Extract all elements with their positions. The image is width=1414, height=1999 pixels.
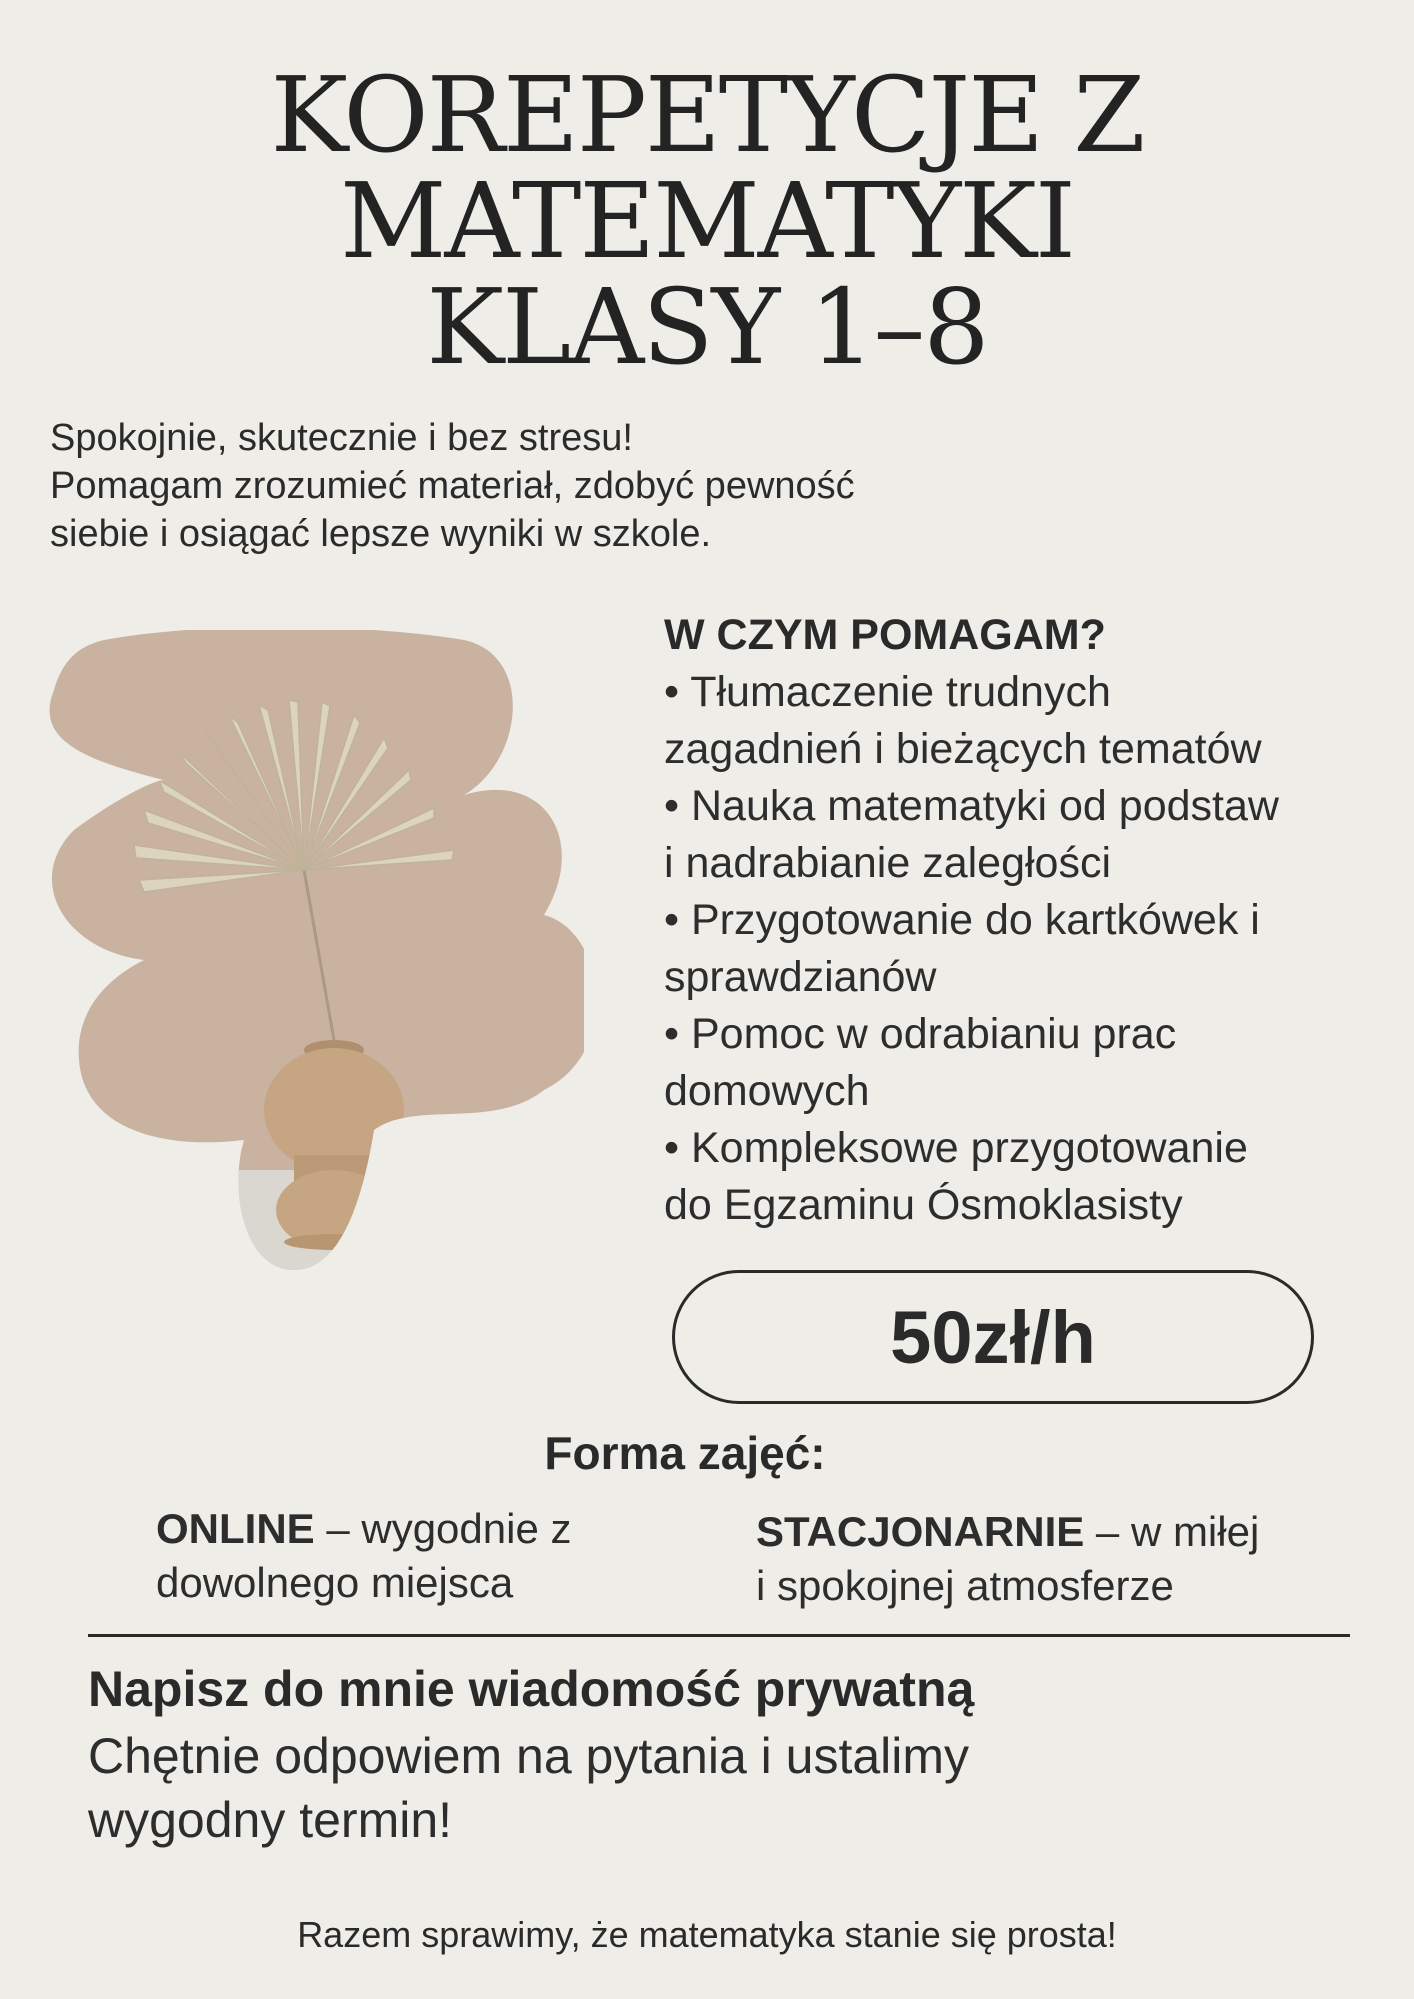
title-line-2: MATEMATYKI [340,160,1074,282]
contact-line-2: wygodny termin! [88,1792,453,1848]
palm-vase-illustration [44,630,584,1270]
mode-online-text-2: dowolnego miejsca [156,1559,514,1606]
help-item-homework [664,1006,1384,1120]
palm-vase-image [44,630,584,1270]
contact-heading: Napisz do mnie wiadomość prywatną [88,1661,975,1717]
help-item-line: • Nauka matematyki od podstaw [664,782,1279,830]
intro-line-1: Spokojnie, skutecznie i bez stresu! [50,417,633,459]
divider [88,1634,1350,1637]
help-item-line: • Pomoc w odrabianiu prac [664,1010,1177,1058]
help-item-line: zagadnień i bieżących tematów [664,725,1262,773]
help-item-basics [664,778,1384,892]
page-title [0,54,1414,388]
mode-online-text: – wygodnie z [314,1505,572,1552]
price-badge [672,1270,1314,1404]
intro-line-3: siebie i osiągać lepsze wyniki w szkole. [50,513,712,555]
help-item-tests [664,892,1384,1006]
help-item-line: • Tłumaczenie trudnych [664,668,1111,716]
mode-stacjonarnie-text-2: i spokojnej atmosferze [756,1562,1174,1609]
forma-heading: Forma zajęć: [544,1427,826,1479]
help-section [664,607,1384,1234]
help-item-explanation [664,664,1384,778]
footer-tagline: Razem sprawimy, że matematyka stanie się prosta! [297,1914,1117,1955]
help-item-line: do Egzaminu Ósmoklasisty [664,1181,1183,1229]
contact-line-1: Chętnie odpowiem na pytania i ustalimy [88,1728,970,1784]
help-item-exam [664,1120,1384,1234]
contact-text [88,1724,1348,1852]
price-value: 50zł/h [890,1295,1096,1379]
intro-line-2: Pomagam zrozumieć materiał, zdobyć pewność [50,465,855,507]
help-item-line: domowych [664,1067,870,1115]
title-line-3: KLASY 1–8 [426,266,988,388]
mode-online-label: ONLINE [156,1505,315,1552]
intro-text [50,414,1010,558]
title-line-1: KOREPETYCJE Z [270,54,1144,176]
help-item-line: sprawdzianów [664,953,937,1001]
help-heading: W CZYM POMAGAM? [664,611,1106,659]
mode-stacjonarnie-text: – w miłej [1084,1508,1260,1555]
help-item-line: i nadrabianie zaległości [664,839,1112,887]
mode-stacjonarnie-label: STACJONARNIE [756,1508,1085,1555]
help-item-line: • Kompleksowe przygotowanie [664,1124,1248,1172]
mode-online [156,1502,716,1610]
mode-stacjonarnie [756,1505,1376,1613]
help-item-line: • Przygotowanie do kartkówek i [664,896,1260,944]
